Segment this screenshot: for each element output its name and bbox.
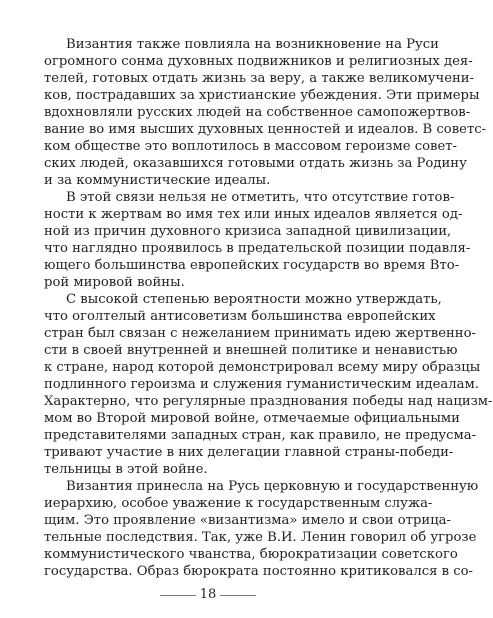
text-line: Византия принесла на Русь церковную и государственную [66, 479, 479, 494]
text-line: ком обществе это воплотилось в массовом героизме совет- [44, 139, 458, 154]
text-line: щим. Это проявление «византизма» имело и свои отрица- [44, 513, 452, 528]
text-line: рой мировой войны. [44, 275, 185, 290]
text-line: тривают участие в них делегации главной страны-победи- [44, 445, 454, 460]
text-line: мом во Второй мировой войне, отмечаемые официальными [44, 411, 460, 426]
text-line: что наглядно проявилось в предательской позиции подавля- [44, 241, 471, 256]
text-line: ков, пострадавших за христианские убеждения. Эти примеры [44, 88, 480, 103]
text-line: стран был связан с нежеланием принимать идею жертвенно- [44, 326, 476, 341]
text-line: ной из причин духовного кризиса западной цивилизации, [44, 224, 452, 239]
text-line: сти в своей внутренней и внешней политике и ненавистью [44, 343, 458, 358]
text-line: Византия также повлияла на возникновение на Руси [66, 37, 439, 52]
text-line: В этой связи нельзя не отметить, что отсутствие готов- [66, 190, 455, 205]
text-line: С высокой степенью вероятности можно утверждать, [66, 292, 442, 307]
text-line: ских людей, оказавшихся готовыми отдать жизнь за Родину [44, 156, 467, 171]
footer-rule-left [160, 595, 196, 596]
text-line: представителями западных стран, как правило, не предусма- [44, 428, 477, 443]
text-line: что оголтелый антисоветизм большинства европейских [44, 309, 436, 324]
text-line: иерархию, особое уважение к государственным служа- [44, 496, 433, 511]
text-line: тельницы в этой войне. [44, 462, 208, 477]
text-line: коммунистического чванства, бюрократизации советского [44, 547, 458, 562]
text-line: государства. Образ бюрократа постоянно критиковался в со- [44, 564, 473, 579]
page-number: 18 [199, 587, 217, 602]
text-line: и за коммунистические идеалы. [44, 173, 271, 188]
text-line: тельные последствия. Так, уже В.И. Ленин говорил об угрозе [44, 530, 477, 545]
text-line: к стране, народ которой демонстрировал всему миру образцы [44, 360, 481, 375]
text-line: подлинного героизма и служения гуманистическим идеалам. [44, 377, 479, 392]
text-line: вание во имя высших духовных ценностей и идеалов. В советс- [44, 122, 487, 137]
text-line: огромного сонма духовных подвижников и религиозных дея- [44, 54, 473, 69]
page-footer [0, 585, 416, 605]
footer-rule-right [220, 595, 256, 596]
text-line: ности к жертвам во имя тех или иных идеалов является од- [44, 207, 463, 222]
text-line: ющего большинства европейских государств во время Вто- [44, 258, 460, 273]
text-line: вдохновляли русских людей на собственное самопожертвов- [44, 105, 471, 120]
text-line: Характерно, что регулярные празднования победы над нацизм- [44, 394, 493, 409]
text-line: телей, готовых отдать жизнь за веру, а также великомучени- [44, 71, 475, 86]
